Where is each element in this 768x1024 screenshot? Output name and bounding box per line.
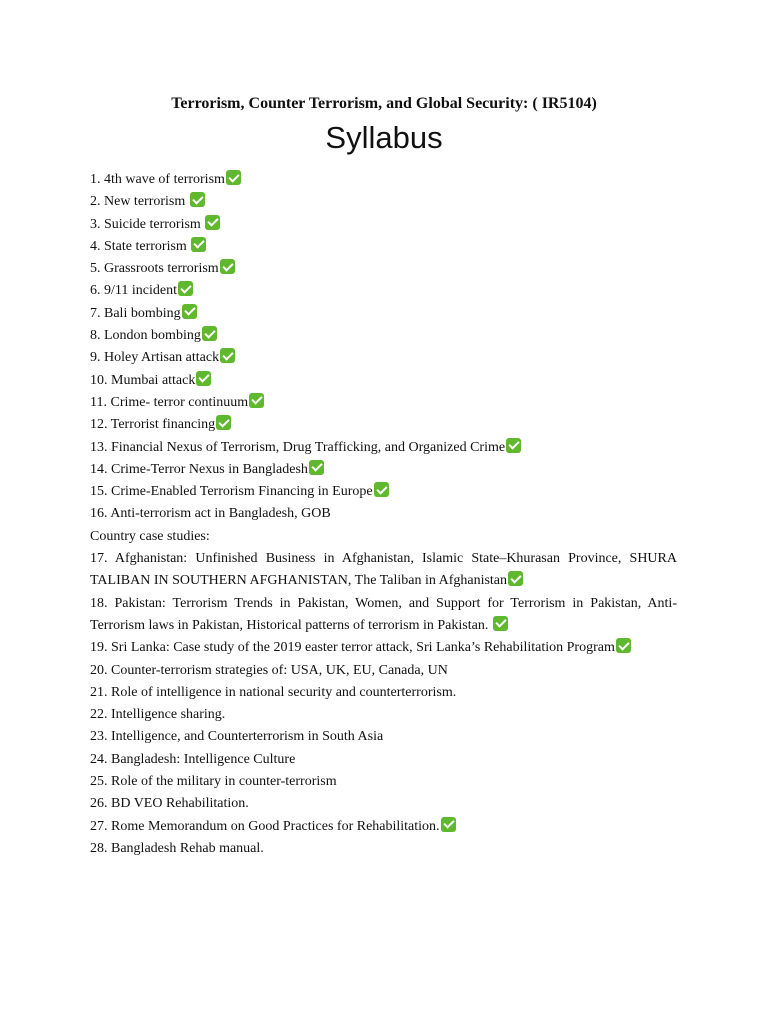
list-item — [90, 838, 677, 860]
list-item — [90, 236, 677, 258]
check-mark-icon — [190, 192, 205, 207]
check-mark-icon — [182, 304, 197, 319]
list-item-text: 19. Sri Lanka: Case study of the 2019 easter terror attack, Sri Lanka’s Rehabilitation Program — [90, 640, 615, 656]
list-item — [90, 682, 677, 704]
list-item-text: 7. Bali bombing — [90, 305, 181, 321]
list-item — [90, 749, 677, 771]
list-item-text: 16. Anti-terrorism act in Bangladesh, GOB — [90, 506, 331, 522]
list-item — [90, 771, 677, 793]
list-item-text: 10. Mumbai attack — [90, 372, 196, 388]
list-item-text: 2. New terrorism — [90, 194, 189, 210]
section-label — [90, 526, 677, 548]
list-item-text: 14. Crime-Terror Nexus in Bangladesh — [90, 461, 308, 477]
check-mark-icon — [309, 460, 324, 475]
list-item — [90, 414, 677, 436]
list-item — [90, 481, 677, 503]
check-mark-icon — [493, 616, 508, 631]
list-item — [90, 169, 677, 191]
list-item — [90, 660, 677, 682]
check-mark-icon — [205, 215, 220, 230]
list-item — [90, 214, 677, 236]
list-item — [90, 816, 677, 838]
list-item — [90, 437, 677, 459]
list-item-text: 27. Rome Memorandum on Good Practices for Rehabilitation. — [90, 818, 440, 834]
list-item-text: 13. Financial Nexus of Terrorism, Drug Trafficking, and Organized Crime — [90, 439, 506, 455]
list-item — [90, 280, 677, 302]
list-item — [90, 593, 677, 638]
list-item — [90, 503, 677, 525]
list-item-text: 21. Role of intelligence in national security and counterterrorism. — [90, 684, 457, 700]
course-title: Terrorism, Counter Terrorism, and Global Security: ( IR5104) — [171, 95, 597, 112]
list-item-text: 20. Counter-terrorism strategies of: USA, UK, EU, Canada, UN — [90, 662, 448, 678]
check-mark-icon — [226, 170, 241, 185]
check-mark-icon — [616, 638, 631, 653]
list-item — [90, 303, 677, 325]
check-mark-icon — [178, 281, 193, 296]
list-item — [90, 793, 677, 815]
list-item-text: 11. Crime- terror continuum — [90, 394, 249, 410]
list-item — [90, 726, 677, 748]
check-mark-icon — [220, 259, 235, 274]
list-item-text: 26. BD VEO Rehabilitation. — [90, 796, 249, 812]
list-item — [90, 459, 677, 481]
list-item — [90, 325, 677, 347]
list-item-text: 18. Pakistan: Terrorism Trends in Pakistan, Women, and Support for Terrorism in Pakistan, Anti-Terrorism laws in Pakistan, Historical patterns of terrorism in Pakistan. — [90, 595, 677, 633]
list-item-text: 12. Terrorist financing — [90, 417, 216, 433]
list-item — [90, 370, 677, 392]
check-mark-icon — [506, 438, 521, 453]
list-item — [90, 704, 677, 726]
list-item — [90, 637, 677, 659]
list-item-text: 25. Role of the military in counter-terrorism — [90, 774, 337, 790]
list-item — [90, 392, 677, 414]
list-item-text: 9. Holey Artisan attack — [90, 350, 220, 366]
list-item-text: 5. Grassroots terrorism — [90, 261, 219, 277]
check-mark-icon — [220, 348, 235, 363]
check-mark-icon — [202, 326, 217, 341]
list-item-text: 24. Bangladesh: Intelligence Culture — [90, 751, 296, 767]
check-mark-icon — [216, 415, 231, 430]
list-item-text: 6. 9/11 incident — [90, 283, 177, 299]
check-mark-icon — [441, 817, 456, 832]
section-label-text: Country case studies: — [90, 528, 210, 544]
list-item-text: 4. State terrorism — [90, 238, 191, 254]
list-item — [90, 258, 677, 280]
list-item — [90, 191, 677, 213]
check-mark-icon — [374, 482, 389, 497]
list-item-text: 15. Crime-Enabled Terrorism Financing in Europe — [90, 484, 373, 500]
page-title: Syllabus — [325, 120, 443, 155]
list-item-text: 17. Afghanistan: Unfinished Business in Afghanistan, Islamic State–Khurasan Province, SHURA TALIBAN IN SOUTHERN AFGHANISTAN, The Taliban in Afghanistan — [90, 551, 677, 589]
list-item-text: 23. Intelligence, and Counterterrorism in South Asia — [90, 729, 384, 745]
list-item — [90, 347, 677, 369]
check-mark-icon — [196, 371, 211, 386]
list-item — [90, 548, 677, 593]
list-item-text: 1. 4th wave of terrorism — [90, 172, 225, 187]
list-item-text: 3. Suicide terrorism — [90, 216, 205, 232]
list-item-text: 28. Bangladesh Rehab manual. — [90, 840, 264, 856]
check-mark-icon — [191, 237, 206, 252]
check-mark-icon — [508, 571, 523, 586]
list-item-text: 8. London bombing — [90, 328, 201, 344]
check-mark-icon — [249, 393, 264, 408]
syllabus-list — [90, 169, 677, 860]
list-item-text: 22. Intelligence sharing. — [90, 707, 226, 723]
